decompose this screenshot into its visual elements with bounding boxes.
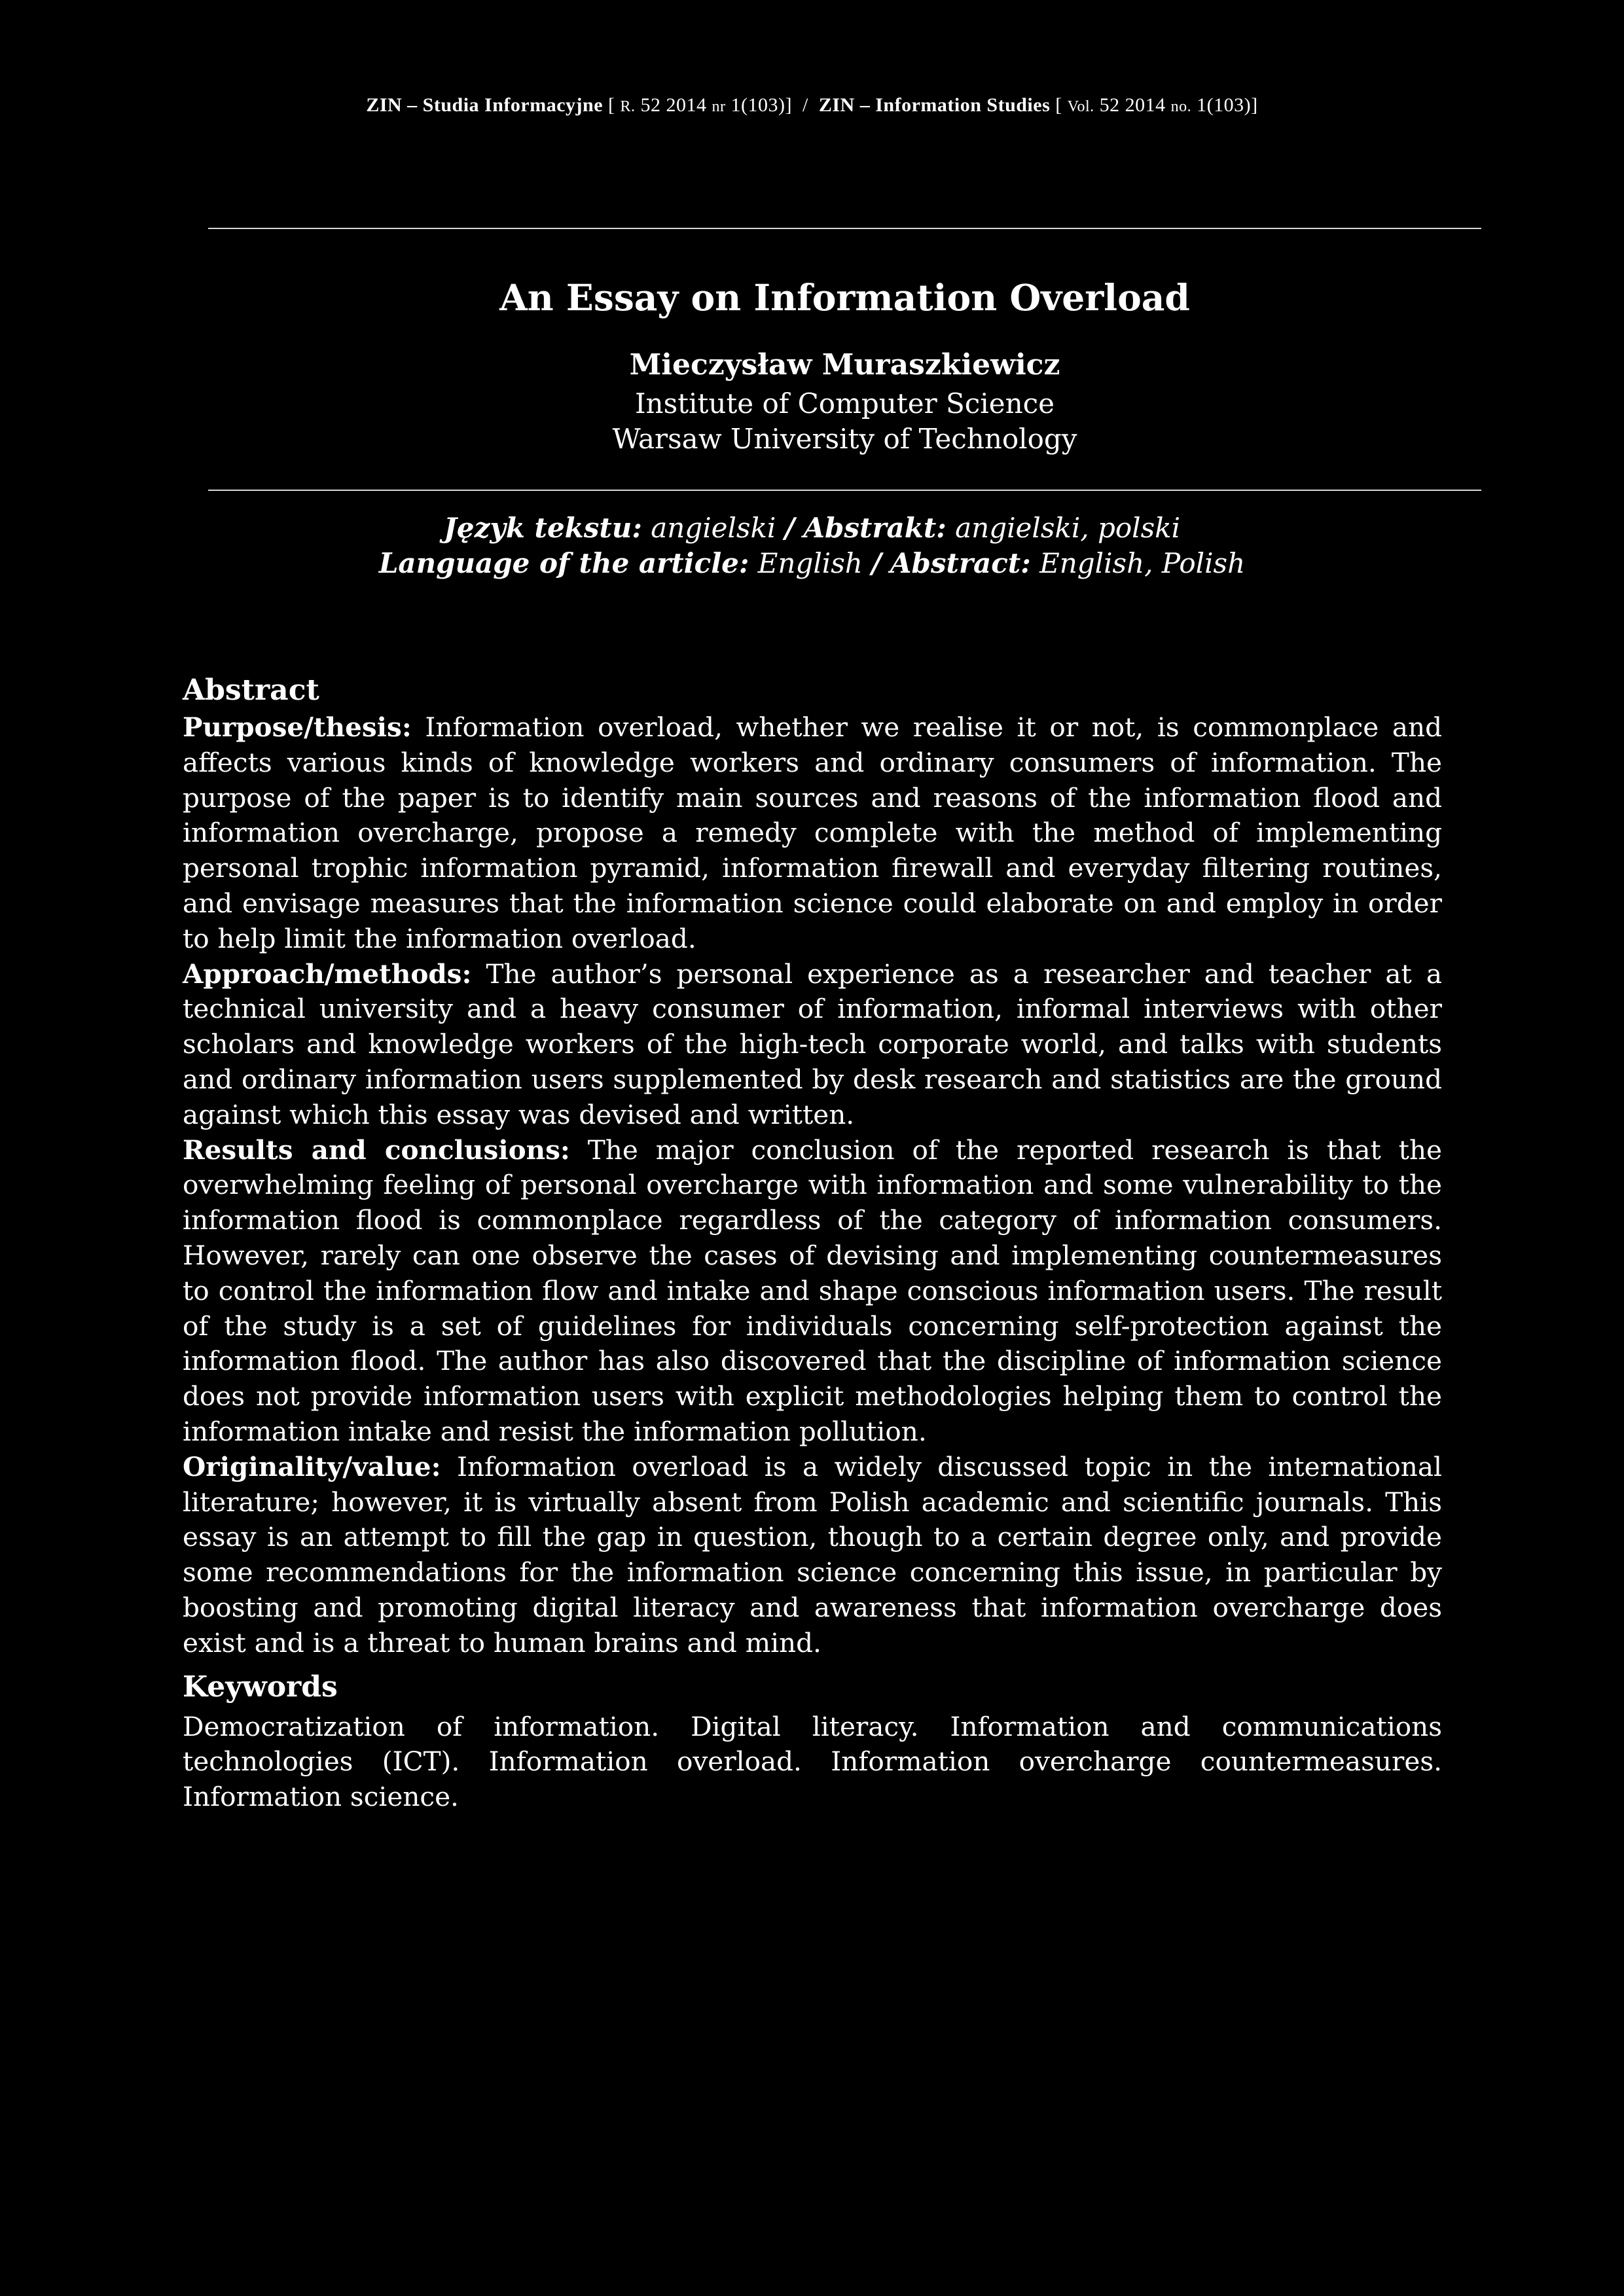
abstract-originality-label: Originality/value:: [183, 1450, 441, 1482]
running-head-en-issue-numbers: 52 2014: [1099, 94, 1166, 116]
abstract-originality-paragraph: [183, 1450, 1442, 1661]
language-en-abstract-value: English, Polish: [1039, 547, 1246, 579]
running-head-en-journal: ZIN – Information Studies: [818, 94, 1051, 116]
abstract-originality-text: Information overload is a widely discussed topic in the international literature; however, it is virtually absent from Polish academic and scientific journals. This essay is an attempt to fill the gap in question, though to a certain degree only, and provide some recommendations for the information science concerning this issue, in particular by boosting and promoting digital literacy and awareness that information overcharge does exist and is a threat to human brains and mind.: [183, 1450, 1442, 1659]
running-head-pl-journal: ZIN – Studia Informacyjne: [366, 94, 604, 116]
running-head-pl-issue-nr: nr: [712, 98, 726, 115]
abstract-approach-text: The author’s personal experience as a researcher and teacher at a technical university and a heavy consumer of information, informal interviews with other scholars and knowledge workers of the high-tech corporate world, and talks with students and ordinary information users supplemented by desk research and statistics are the ground against which this essay was devised and written.: [183, 958, 1443, 1130]
running-head-en-issue-no-label: no.: [1170, 98, 1192, 115]
title-block: [208, 0, 1481, 484]
language-pl-value: angielski: [651, 512, 776, 544]
abstract-purpose-label: Purpose/thesis:: [183, 711, 412, 743]
running-head-pl-issue-no: 1(103)]: [731, 94, 793, 116]
language-line-polish: [0, 512, 1624, 544]
running-head-en-issue-open: [: [1055, 94, 1062, 116]
language-en-value: English: [757, 547, 863, 579]
keywords-heading: Keywords: [183, 1670, 338, 1704]
language-pl-separator: /: [784, 512, 795, 544]
language-pl-abstract-value: angielski, polski: [955, 512, 1181, 544]
language-en-abstract-label: Abstract:: [890, 547, 1031, 579]
language-en-separator: /: [871, 547, 882, 579]
running-head-separator: /: [803, 94, 808, 116]
abstract-section: [183, 671, 1442, 1815]
running-head-pl-issue-numbers: 52 2014: [640, 94, 707, 116]
language-pl-label: Język tekstu:: [443, 512, 642, 544]
abstract-approach-label: Approach/methods:: [183, 958, 472, 990]
abstract-heading: Abstract: [183, 673, 319, 707]
abstract-results-text: The major conclusion of the reported research is that the overwhelming feeling of personal overcharge with information and some vulnerability to the information flood is commonplace regardless of the category of information consumers. However, rarely can one observe the cases of devising and implementing countermeasures to control the information flow and intake and shape conscious information users. The result of the study is a set of guidelines for individuals concerning self-protection against the information flood. The author has also discovered that the discipline of information science does not provide information users with explicit methodologies helping them to control the information intake and resist the information pollution.: [183, 1134, 1443, 1447]
affiliation-institute: Institute of Computer Science: [634, 387, 1055, 420]
author-name: Mieczysław Muraszkiewicz: [629, 348, 1060, 382]
abstract-purpose-text: Information overload, whether we realise it or not, is commonplace and affects various kinds of knowledge workers and ordinary consumers of information. The purpose of the paper is to identify main sources and reasons of the information flood and information overcharge, propose a remedy complete with the method of implementing personal trophic information pyramid, information firewall and everyday filtering routines, and envisage measures that the information science could elaborate on and employ in order to help limit the information overload.: [183, 711, 1442, 954]
language-en-label: Language of the article:: [378, 547, 749, 579]
running-head-en-issue-vol: Vol.: [1067, 98, 1094, 115]
running-head-pl-issue-open: [: [608, 94, 615, 116]
abstract-results-paragraph: [183, 1133, 1442, 1450]
abstract-results-label: Results and conclusions:: [183, 1134, 570, 1166]
abstract-approach-paragraph: [183, 957, 1442, 1133]
paper-title: An Essay on Information Overload: [499, 276, 1190, 319]
running-head-en-issue-no: 1(103)]: [1197, 94, 1258, 116]
keywords-text: Democratization of information. Digital literacy. Information and communications technologies (ICT). Information overload. Information overcharge countermeasures. Information science.: [183, 1710, 1442, 1813]
abstract-purpose-paragraph: [183, 710, 1442, 957]
language-line-english: [0, 547, 1624, 579]
affiliation-university: Warsaw University of Technology: [612, 423, 1077, 455]
running-head-pl-issue-r: R.: [620, 98, 636, 115]
language-pl-abstract-label: Abstrakt:: [803, 512, 947, 544]
bottom-rule: [208, 490, 1481, 491]
